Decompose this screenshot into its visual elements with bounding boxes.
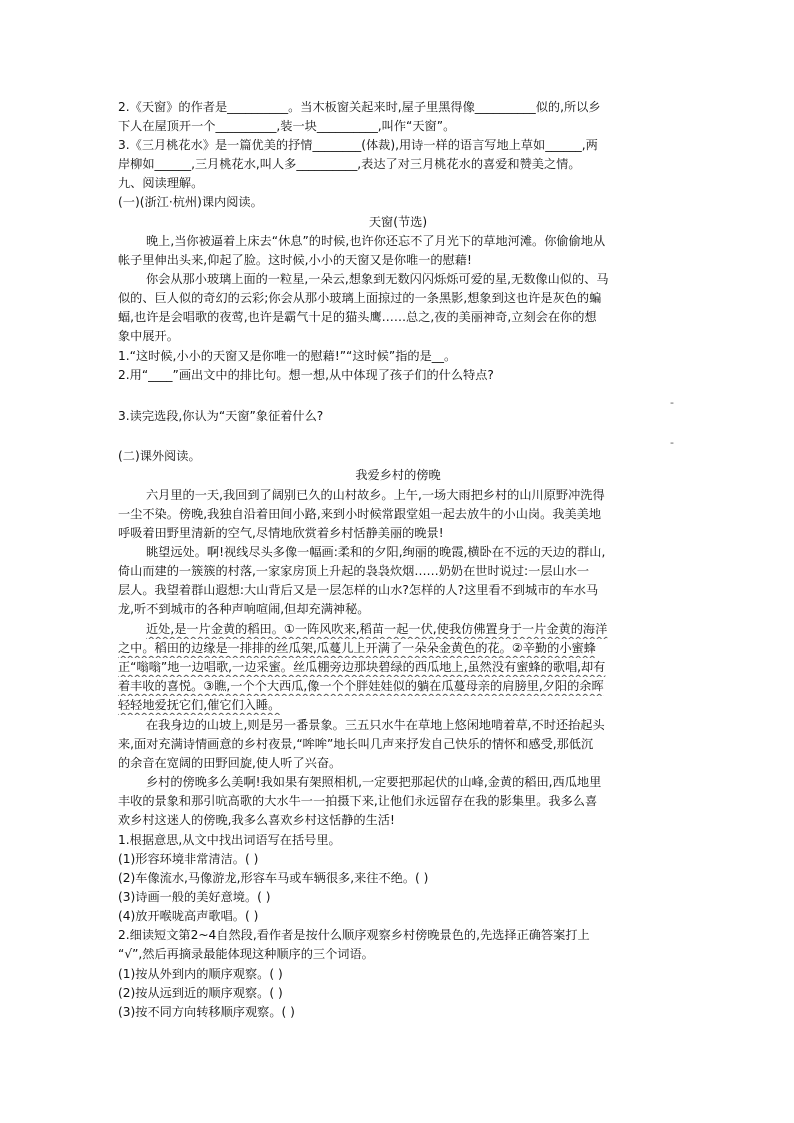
reading-2-p3-line-4: 着丰收的喜悦。③瞧,一个个大西瓜,像一个个胖娃娃似的躺在瓜蔓母亲的肩膀里,夕阳的余晖 [118,679,604,693]
reading-2-p4-line-3: 的余音在宽阔的田野回旋,使人听了兴奋。 [118,756,342,770]
reading-2-p1-line-2: 一尘不染。傍晚,我独自沿着田间小路,来到小时候常跟堂姐一起去放牛的小山岗。我美美地 [118,507,602,521]
question-3-line-1: 3.《三月桃花水》是一篇优美的抒情________(体裁),用诗一样的语言写地上草如______,两 [118,138,598,152]
question-2-option-2: (2)按从远到近的顺序观察。( ) [118,986,283,1000]
reading-2-question-2-line-2: “√”,然后再摘录最能体现这种顺序的三个词语。 [118,947,374,961]
question-2-option-1: (1)按从外到内的顺序观察。( ) [118,967,283,981]
question-2-line-1: 2.《天窗》的作者是__________。当木板窗关起来时,屋子里黑得像__________似的,所以乡 [118,100,601,114]
reading-1-p2-line-1: 你会从那小玻璃上面的一粒星,一朵云,想象到无数闪闪烁烁可爱的星,无数像山似的、马 [146,272,609,286]
reading-2-p2-line-2: 倚山而建的一簇簇的村落,一家家房顶上升起的袅袅炊烟……奶奶在世时说过:一层山水一 [118,564,590,578]
reading-2-title: 我爱乡村的傍晚 [355,468,441,482]
reading-1-p2-line-3: 蝠,也许是会唱歌的夜莺,也许是霸气十足的猫头鹰……总之,夜的美丽神奇,立刻会在你的想 [118,310,597,324]
question-1-item-1: (1)形容环境非常清洁。( ) [118,852,259,866]
question-1-item-2: (2)车像流水,马像游龙,形容车马或车辆很多,来往不绝。( ) [118,871,429,885]
reading-2-p3-line-1: 近处,是一片金黄的稻田。①一阵风吹来,稻苗一起一伏,使我仿佛置身于一片金黄的海洋 [146,622,608,636]
question-3-line-2: 岸柳如______,三月桃花水,叫人多__________,表达了对三月桃花水的喜爱和赞美之情。 [118,157,581,171]
reading-2-p1-line-1: 六月里的一天,我回到了阔别已久的山村故乡。上午,一场大雨把乡村的山川原野冲洗得 [146,488,605,502]
answer-line-mark: - [670,436,674,449]
reading-2-p2-line-3: 层人。我望着群山遐想:大山背后又是一层怎样的山水?怎样的人?这里看不到城市的车水马 [118,583,599,597]
reading-2-p3-line-2: 之中。稻田的边缘是一排排的丝瓜架,瓜蔓儿上开满了一朵朵金黄色的花。②辛勤的小蜜蜂 [118,641,596,655]
reading-1-p2-line-2: 似的、巨人似的奇幻的云彩;你会从那小玻璃上面掠过的一条黑影,想象到这也许是灰色的蝙 [118,291,602,305]
reading-2-p2-line-4: 龙,听不到城市的各种声响喧闹,但却充满神秘。 [118,602,370,616]
reading-2-p3-line-3: 正“嗡嗡”地一边唱歌,一边采蜜。丝瓜棚旁边那块碧绿的西瓜地上,虽然没有蜜蜂的歌唱,却有 [118,660,606,674]
reading-2-p5-line-2: 丰收的景象和那引吭高歌的大水牛一一拍摄下来,让他们永远留存在我的影集里。我多么喜 [118,794,598,808]
reading-2-p3-line-5: 轻轻地爱抚它们,催它们入睡。 [118,698,281,712]
reading-1-p1-line-1: 晚上,当你被逼着上床去“休息”的时候,也许你还忘不了月光下的草地河滩。你偷偷地从 [146,234,606,248]
reading-1-title: 天窗(节选) [368,215,428,229]
question-1-item-3: (3)诗画一般的美好意境。( ) [118,890,271,904]
reading-1-p1-line-2: 帐子里伸出头来,仰起了脸。这时候,小小的天窗又是你唯一的慰藉! [118,253,472,267]
answer-line-mark: - [670,396,674,409]
question-2-option-3: (3)按不同方向转移顺序观察。( ) [118,1005,295,1019]
reading-1-question-1: 1.“这时候,小小的天窗又是你唯一的慰藉!”“这时候”指的是__。 [118,349,457,363]
reading-1-p2-line-4: 象中展开。 [118,329,179,343]
reading-2-p5-line-3: 欢乡村这迷人的傍晚,我多么喜欢乡村这恬静的生活! [118,813,395,827]
reading-2-p5-line-1: 乡村的傍晚多么美啊!我如果有架照相机,一定要把那起伏的山峰,金黄的稻田,西瓜地里 [146,775,602,789]
reading-2-p1-line-3: 呼吸着田野里清新的空气,尽情地欣赏着乡村恬静美丽的晚景! [118,526,444,540]
reading-1-label: (一)(浙江·杭州)课内阅读。 [118,195,263,209]
reading-2-label: (二)课外阅读。 [118,449,201,463]
reading-2-p4-line-1: 在我身边的山坡上,则是另一番景象。三五只水牛在草地上悠闲地啃着草,不时还抬起头 [146,718,605,732]
reading-2-p2-line-1: 眺望远处。啊!视线尽头多像一幅画:柔和的夕阳,绚丽的晚霞,横卧在不远的天边的群山, [146,545,606,559]
reading-2-question-1: 1.根据意思,从文中找出词语写在括号里。 [118,833,341,847]
reading-2-question-2-line-1: 2.细读短文第2~4自然段,看作者是按什么顺序观察乡村傍晚景色的,先选择正确答案打上 [118,928,590,942]
reading-1-question-2: 2.用“____”画出文中的排比句。想一想,从中体现了孩子们的什么特点? [118,368,494,382]
reading-2-p4-line-2: 来,面对充满诗情画意的乡村夜景,“哞哞”地长叫几声来抒发自己快乐的情怀和感受,那低沉 [118,737,594,751]
section-nine-heading: 九、阅读理解。 [118,176,204,190]
question-1-item-4: (4)放开喉咙高声歌唱。( ) [118,909,259,923]
reading-1-question-3: 3.读完选段,你认为“天窗”象征着什么? [118,409,324,423]
question-2-line-2: 下人在屋顶开一个__________,装一块__________,叫作“天窗”。 [118,119,456,133]
